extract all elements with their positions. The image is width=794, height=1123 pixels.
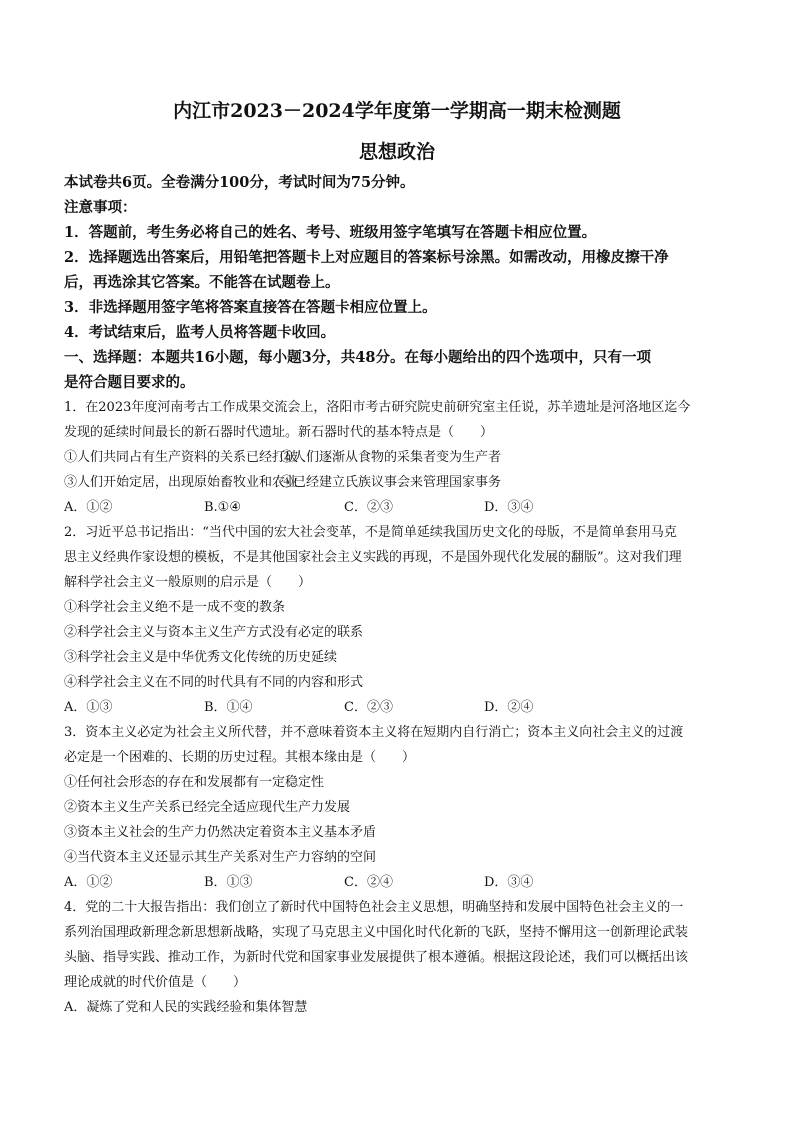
question-3-statement: ②资本主义生产关系已经完全适应现代生产力发展: [64, 800, 351, 815]
option-d[interactable]: D．②④: [484, 700, 534, 715]
question-3-statement: ④当代资本主义还显示其生产关系对生产力容纳的空间: [64, 850, 377, 865]
question-1-stem: 1．在2023年度河南考古工作成果交流会上，洛阳市考古研究院史前研究室主任说，苏羊遗址是河洛地区迄今: [64, 400, 691, 415]
question-2-statement: ①科学社会主义绝不是一成不变的教条: [64, 600, 286, 615]
option-b[interactable]: B．①③: [204, 875, 253, 890]
option-b[interactable]: B.①④: [204, 500, 241, 515]
question-2-stem: 解科学社会主义一般原则的启示是（ ）: [64, 575, 312, 590]
notice-item: 1．答题前，考生务必将自己的姓名、考号、班级用签字笔填写在答题卡相应位置。: [64, 224, 597, 241]
notice-item: 3．非选择题用签字笔将答案直接答在答题卡相应位置上。: [64, 299, 437, 316]
question-4-stem: 系列治国理政新理念新思想新战略，实现了马克思主义中国化时代化新的飞跃，坚持不懈用这一创新理论武装: [64, 925, 689, 940]
option-c[interactable]: C．②③: [344, 500, 393, 515]
question-1-options: [64, 498, 736, 518]
question-2-stem: 2．习近平总书记指出：“当代中国的宏大社会变革，不是简单延续我国历史文化的母版，不是简单套用马克: [64, 525, 677, 540]
question-2-statement: ④科学社会主义在不同的时代具有不同的内容和形式: [64, 675, 364, 690]
question-4-stem: 4．党的二十大报告指出：我们创立了新时代中国特色社会主义思想，明确坚持和发展中国特色社会主义的一: [64, 900, 684, 915]
notice-heading: 注意事项：: [64, 199, 137, 216]
option-a[interactable]: A．凝炼了党和人民的实践经验和集体智慧: [64, 1000, 308, 1015]
question-1-stem: 发现的延续时间最长的新石器时代遗址。新石器时代的基本特点是（ ）: [64, 425, 494, 440]
option-b[interactable]: B．①④: [204, 700, 253, 715]
question-2-statement: ③科学社会主义是中华优秀文化传统的历史延续: [64, 650, 338, 665]
question-3-options: [64, 873, 736, 893]
question-3-stem: 3．资本主义必定为社会主义所代替，并不意味着资本主义将在短期内自行消亡；资本主义向社会主义的过渡: [64, 725, 684, 740]
question-2-options: [64, 698, 736, 718]
section-heading: 一、选择题：本题共16小题，每小题3分，共48分。在每小题给出的四个选项中，只有一项: [64, 349, 651, 366]
subject-title: 思想政治: [358, 141, 435, 163]
question-3-stem: 必定是一个困难的、长期的历史过程。其根本缘由是（ ）: [64, 750, 416, 765]
notice-item: 2．选择题选出答案后，用铅笔把答题卡上对应题目的答案标号涂黑。如需改动，用橡皮擦干净: [64, 249, 669, 266]
exam-title: 内江市2023－2024学年度第一学期高一期末检测题: [173, 100, 621, 122]
section-heading-cont: 是符合题目要求的。: [64, 374, 195, 391]
notice-item: 4．考试结束后，监考人员将答题卡收回。: [64, 324, 336, 341]
question-2-statement: ②科学社会主义与资本主义生产方式没有必定的联系: [64, 625, 364, 640]
question-4-stem: 理论成就的时代价值是（ ）: [64, 975, 247, 990]
notice-item: 后，再选涂其它答案。不能答在试题卷上。: [64, 274, 340, 291]
option-c[interactable]: C．②④: [344, 875, 393, 890]
option-a[interactable]: A．①②: [64, 875, 113, 890]
exam-summary: 本试卷共6页。全卷满分100分，考试时间为75分钟。: [64, 174, 415, 191]
question-4-stem: 头脑、指导实践、推动工作，为新时代党和国家事业发展提供了根本遵循。根据这段论述，我们可以概括出该: [64, 950, 689, 965]
question-3-statement: ①任何社会形态的存在和发展都有一定稳定性: [64, 775, 325, 790]
option-d[interactable]: D．③④: [484, 500, 534, 515]
question-1-statement: ③人们开始定居，出现原始畜牧业和农业: [64, 475, 299, 490]
option-c[interactable]: C．②③: [344, 700, 393, 715]
option-a[interactable]: A．①②: [64, 500, 113, 515]
question-1-statement: ②人们逐渐从食物的采集者变为生产者: [280, 450, 502, 465]
question-1-statement: ④已经建立氏族议事会来管理国家事务: [280, 475, 502, 490]
option-d[interactable]: D．③④: [484, 875, 534, 890]
question-2-stem: 思主义经典作家设想的模板，不是其他国家社会主义实践的再现，不是国外现代化发展的翻版”。这对我们理: [64, 550, 682, 565]
question-3-statement: ③资本主义社会的生产力仍然决定着资本主义基本矛盾: [64, 825, 377, 840]
question-1-statement: ①人们共同占有生产资料的关系已经打破: [64, 450, 299, 465]
option-a[interactable]: A．①③: [64, 700, 113, 715]
